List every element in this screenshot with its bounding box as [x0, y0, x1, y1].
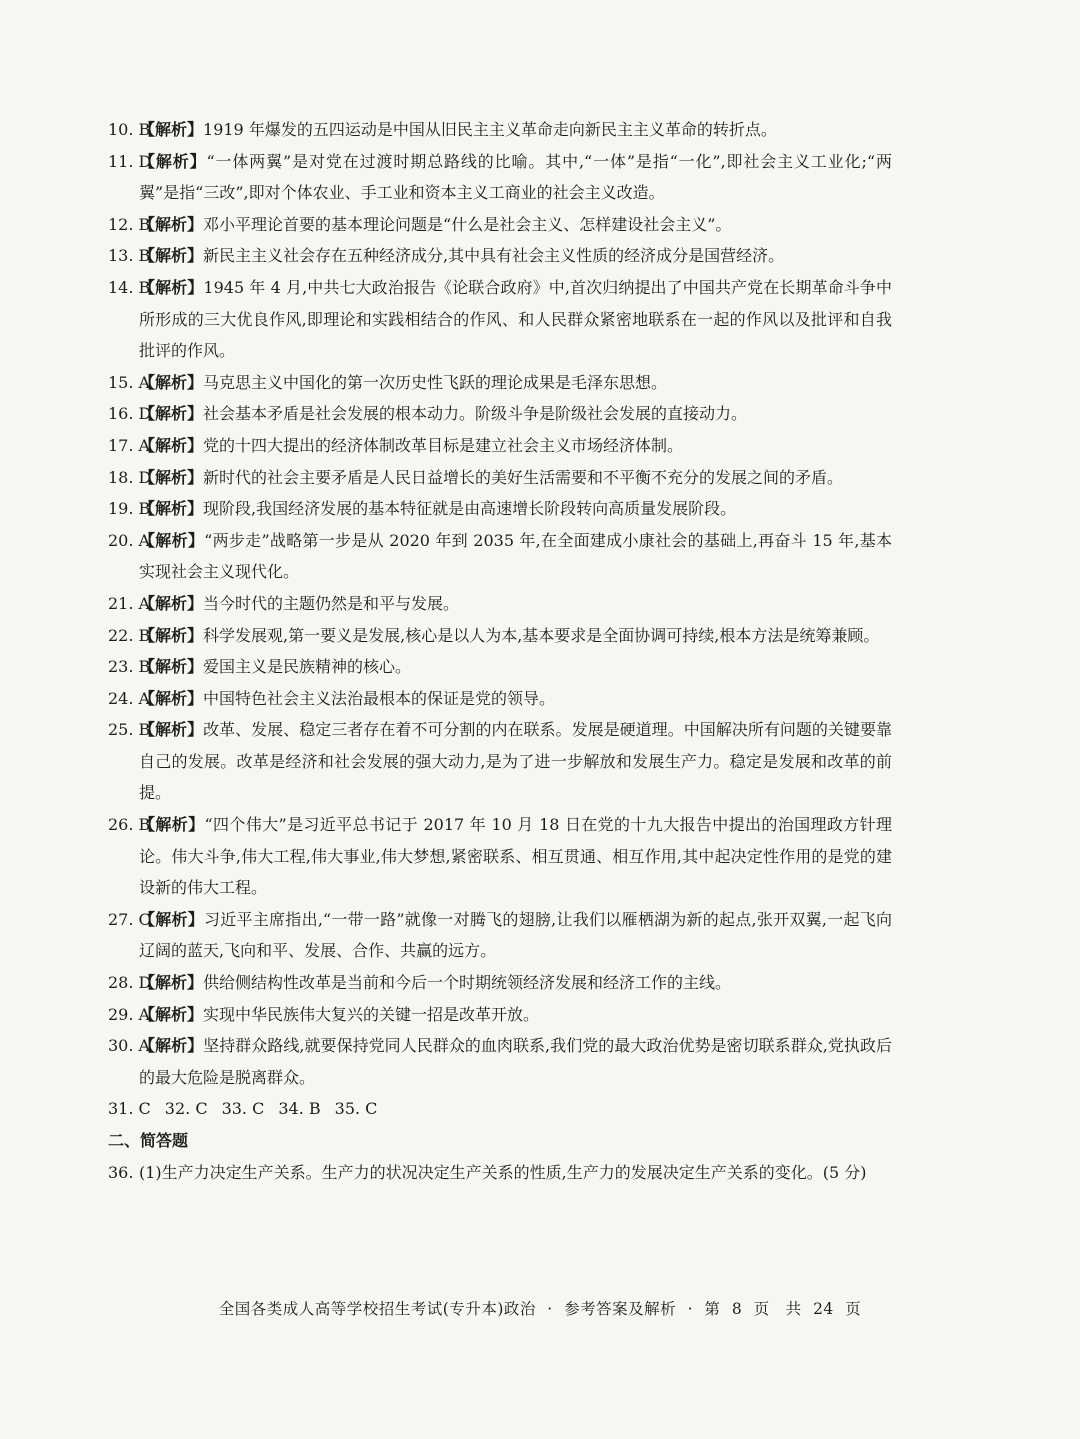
question-number: 25. B: [108, 720, 151, 740]
answer-item-20: [108, 525, 892, 588]
question-number: 15. A: [108, 372, 151, 392]
analysis-text: 1919 年爆发的五四运动是中国从旧民主主义革命走向新民主主义革命的转折点。: [203, 120, 777, 139]
question-number: 19. B: [108, 499, 151, 519]
analysis-text: “两步走”战略第一步是从 2020 年到 2035 年,在全面建成小康社会的基础上,再奋斗 15 年,基本实现社会主义现代化。: [139, 530, 892, 582]
question-number: 26. B: [108, 815, 151, 835]
question-number: 14. B: [108, 277, 151, 297]
answer-item-13: [108, 240, 892, 272]
analysis-text: 供给侧结构性改革是当前和今后一个时期统领经济发展和经济工作的主线。: [203, 973, 732, 993]
answer-item-25: [108, 714, 892, 809]
answer-item-29: [108, 999, 892, 1031]
answer-item-17: [108, 430, 892, 462]
analysis-tag: 【解析】: [139, 499, 204, 519]
answer-item-15: [108, 367, 892, 399]
question-number: 18. D: [108, 467, 152, 487]
analysis-tag: 【解析】: [139, 688, 204, 708]
answer-item-36: [108, 1157, 892, 1189]
answer-item-11: [108, 146, 892, 209]
analysis-text: 马克思主义中国化的第一次历史性飞跃的理论成果是毛泽东思想。: [203, 372, 668, 392]
analysis-text: “一体两翼”是对党在过渡时期总路线的比喻。其中,“一体”是指“一化”,即社会主义工业化;“两翼”是指“三改”,即对个体农业、手工业和资本主义工商业的社会主义改造。: [139, 151, 892, 203]
answer-item-22: [108, 620, 892, 652]
short-answer-34: 34. B: [278, 1099, 321, 1119]
answer-item-12: [108, 209, 892, 241]
analysis-tag: 【解析】: [139, 214, 204, 234]
answer-item-27: [108, 904, 892, 967]
analysis-tag: 【解析】: [139, 1036, 204, 1056]
page-footer: 全国各类成人高等学校招生考试(专升本)政治 · 参考答案及解析 · 第 8 页 共 24 页: [218, 1300, 862, 1318]
question-number: 16. D: [108, 404, 152, 424]
question-number: 22. B: [108, 625, 151, 645]
analysis-tag: 【解析】: [139, 973, 204, 993]
analysis-tag: 【解析】: [139, 593, 204, 613]
analysis-tag: 【解析】: [139, 530, 205, 550]
question-number: 13. B: [108, 246, 151, 266]
answer-item-18: [108, 462, 892, 494]
analysis-tag: 【解析】: [139, 625, 204, 645]
question-number: 21. A: [108, 593, 151, 613]
short-answer-row: [108, 1093, 892, 1125]
question-number: 10. B: [108, 120, 151, 139]
analysis-text: 党的十四大提出的经济体制改革目标是建立社会主义市场经济体制。: [203, 435, 684, 455]
analysis-text: 中国特色社会主义法治最根本的保证是党的领导。: [203, 688, 556, 708]
question-number: 36.: [108, 1162, 134, 1182]
analysis-tag: 【解析】: [139, 372, 204, 392]
short-answer-33: 33. C: [221, 1099, 265, 1119]
analysis-text: 坚持群众路线,就要保持党同人民群众的血肉联系,我们党的最大政治优势是密切联系群众,党执政后的最大危险是脱离群众。: [139, 1036, 892, 1087]
answer-item-14: [108, 272, 892, 367]
analysis-text: 爱国主义是民族精神的核心。: [203, 657, 412, 677]
answer-list: [108, 114, 892, 1188]
analysis-tag: 【解析】: [139, 151, 207, 171]
answer-text: (1)生产力决定生产关系。生产力的状况决定生产关系的性质,生产力的发展决定生产关系的变化。(5 分): [139, 1162, 867, 1182]
question-number: 11. D: [108, 151, 152, 171]
analysis-text: 新民主主义社会存在五种经济成分,其中具有社会主义性质的经济成分是国营经济。: [203, 246, 785, 266]
section-heading: 二、简答题: [108, 1131, 189, 1150]
short-answer-35: 35. C: [334, 1099, 378, 1119]
analysis-tag: 【解析】: [139, 467, 204, 487]
answer-item-23: [108, 651, 892, 683]
analysis-text: 改革、发展、稳定三者存在着不可分割的内在联系。发展是硬道理。中国解决所有问题的关键要靠自己的发展。改革是经济和社会发展的强大动力,是为了进一步解放和发展生产力。稳定是发展和改革的前提。: [139, 720, 892, 803]
question-number: 30. A: [108, 1036, 151, 1056]
analysis-text: 科学发展观,第一要义是发展,核心是以人为本,基本要求是全面协调可持续,根本方法是统筹兼顾。: [203, 625, 880, 645]
answer-item-30: [108, 1030, 892, 1093]
analysis-text: 邓小平理论首要的基本理论问题是“什么是社会主义、怎样建设社会主义”。: [203, 214, 732, 234]
answer-item-10: [108, 114, 892, 146]
question-number: 23. B: [108, 657, 151, 677]
analysis-tag: 【解析】: [139, 277, 204, 297]
analysis-text: 实现中华民族伟大复兴的关键一招是改革开放。: [203, 1004, 540, 1024]
analysis-text: 现阶段,我国经济发展的基本特征就是由高速增长阶段转向高质量发展阶段。: [203, 499, 737, 519]
answer-item-19: [108, 493, 892, 525]
question-number: 29. A: [108, 1004, 151, 1024]
question-number: 17. A: [108, 435, 151, 455]
analysis-text: “四个伟大”是习近平总书记于 2017 年 10 月 18 日在党的十九大报告中提出的治国理政方针理论。伟大斗争,伟大工程,伟大事业,伟大梦想,紧密联系、相互贯通、相互作用,其中起决定性作用的是党的建设新的伟大工程。: [139, 815, 892, 898]
analysis-tag: 【解析】: [139, 120, 204, 139]
analysis-tag: 【解析】: [139, 909, 205, 929]
analysis-tag: 【解析】: [139, 404, 204, 424]
analysis-tag: 【解析】: [139, 720, 204, 740]
question-number: 12. B: [108, 214, 151, 234]
question-number: 27. C: [108, 909, 151, 929]
analysis-text: 当今时代的主题仍然是和平与发展。: [203, 593, 460, 613]
short-answer-32: 32. C: [164, 1099, 208, 1119]
analysis-tag: 【解析】: [139, 657, 204, 677]
answer-item-24: [108, 683, 892, 715]
analysis-text: 新时代的社会主要矛盾是人民日益增长的美好生活需要和不平衡不充分的发展之间的矛盾。: [203, 467, 844, 487]
analysis-text: 社会基本矛盾是社会发展的根本动力。阶级斗争是阶级社会发展的直接动力。: [203, 404, 748, 424]
answer-item-26: [108, 809, 892, 904]
analysis-tag: 【解析】: [139, 1004, 204, 1024]
analysis-tag: 【解析】: [139, 815, 205, 835]
answer-item-21: [108, 588, 892, 620]
analysis-tag: 【解析】: [139, 246, 204, 266]
short-answer-31: 31. C: [108, 1099, 151, 1119]
question-number: 20. A: [108, 530, 151, 550]
analysis-text: 习近平主席指出,“一带一路”就像一对腾飞的翅膀,让我们以雁栖湖为新的起点,张开双翼,一起飞向辽阔的蓝天,飞向和平、发展、合作、共赢的远方。: [139, 909, 892, 961]
analysis-tag: 【解析】: [139, 435, 204, 455]
answer-item-28: [108, 967, 892, 999]
question-number: 24. A: [108, 688, 151, 708]
question-number: 28. D: [108, 973, 152, 993]
answer-item-16: [108, 398, 892, 430]
analysis-text: 1945 年 4 月,中共七大政治报告《论联合政府》中,首次归纳提出了中国共产党在长期革命斗争中所形成的三大优良作风,即理论和实践相结合的作风、和人民群众紧密地联系在一起的作风以及批评和自我批评的作风。: [139, 277, 892, 361]
